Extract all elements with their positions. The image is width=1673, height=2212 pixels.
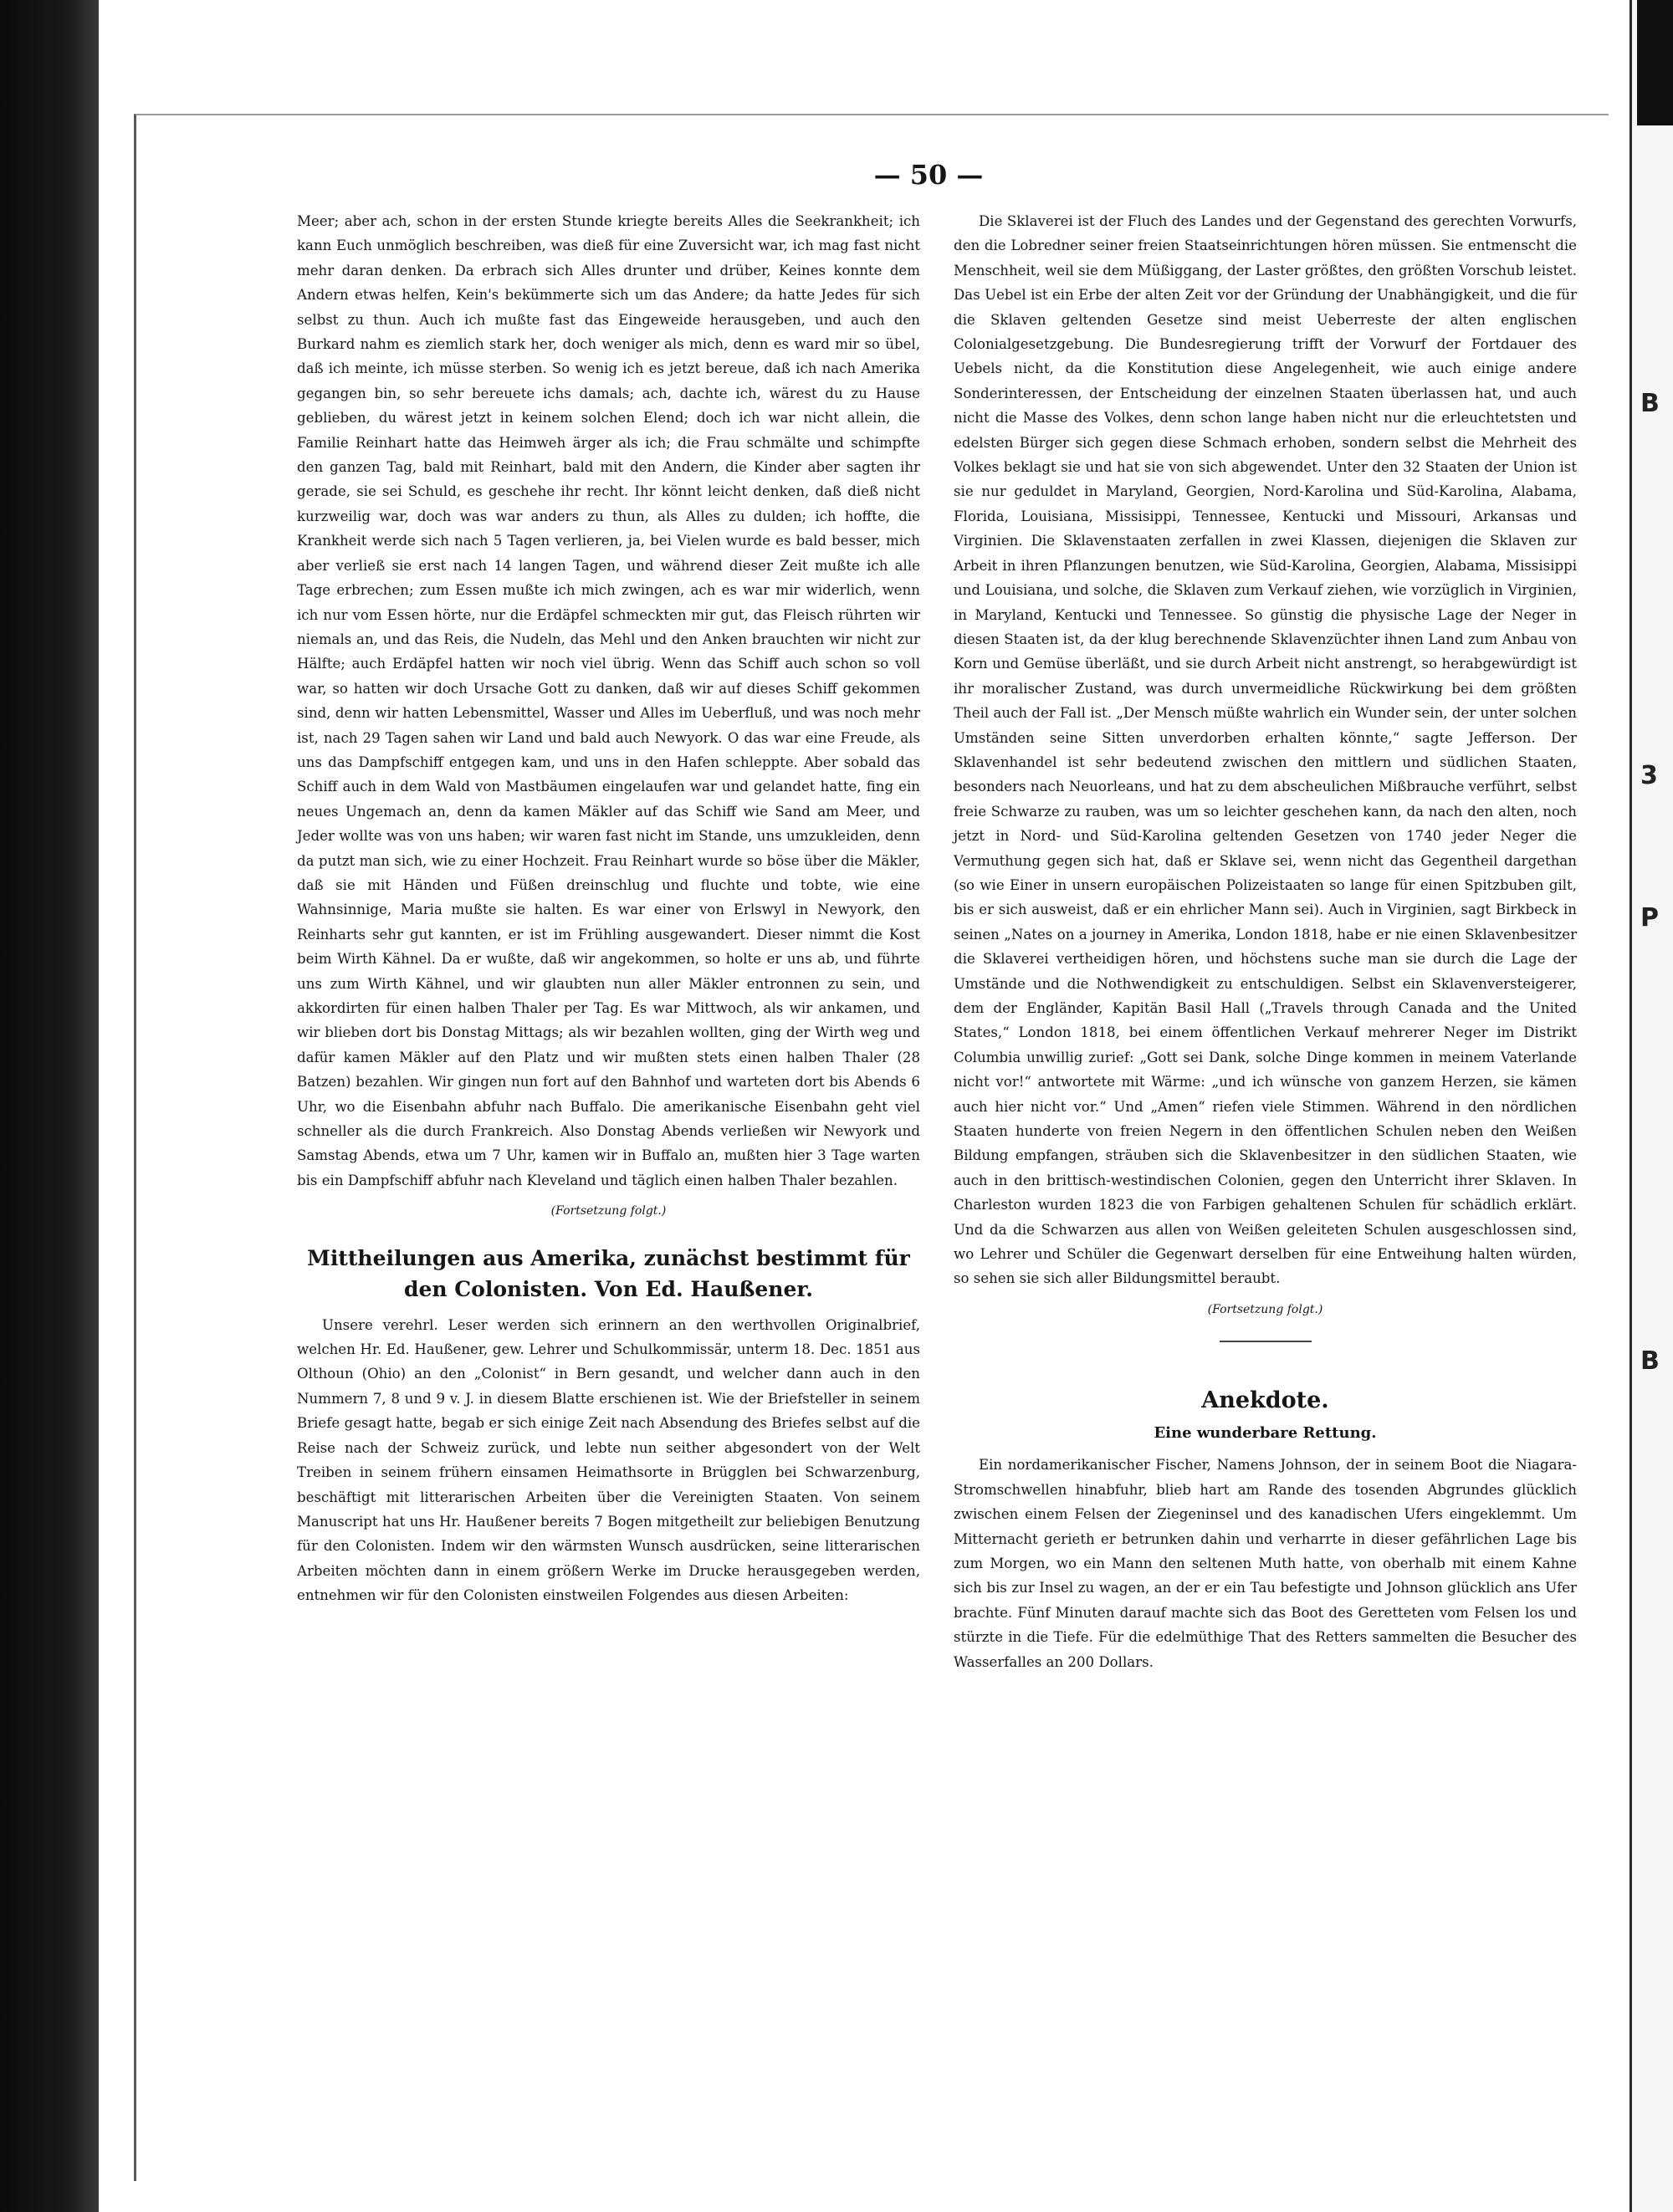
fragment-letter: 3 — [1640, 761, 1658, 790]
anecdote-subheading: Eine wunderbare Rettung. — [1154, 1424, 1377, 1443]
section-divider — [1220, 1341, 1312, 1342]
page-number: — 50 — — [873, 159, 984, 191]
slavery-paragraph: Die Sklaverei ist der Fluch des Landes und der Gegenstand des gerechten Vorwurfs, den die Lobredner seiner freien Staatseinrichtungen hören müssen. Sie entmenscht die Menschheit, weil sie dem Müßiggang, der Laster größtes, den größten Vorschub leistet. Das Uebel ist ein Erbe der alten Zeit vor der Gründung der Unabhängigkeit, und die für die Sklaven geltenden Gesetze sind meist Ueberreste der alten englischen Colonialgesetzgebung. Die Bundesregierung trifft der Vorwurf der Fortdauer des Uebels nicht, da die Konstitution diese Angelegenheit, wie auch einige andere Sonderinteressen, der Entscheidung der einzelnen Staaten überlassen hat, und auch nicht die Masse des Volkes, denn schon lange haben nicht nur die erleuchtetsten und edelsten Bürger sich gegen diese Schmach erhoben, sondern selbst die Mehrheit des Volkes beklagt sie und hat sie von sich abgewendet. Unter den 32 Staaten der Union ist sie nur geduldet in Maryland, Georgien, Nord-Karolina und Süd-Karolina, Alabama, Florida, Louisiana, Missisippi, Tennessee, Kentucki und Missouri, Arkansas und Virginien. Die Sklavenstaaten zerfallen in zwei Klassen, diejenigen die Sklaven zur Arbeit in ihren Pflanzungen benutzen, wie Süd-Karolina, Georgien, Alabama, Missisippi und Louisiana, und solche, die Sklaven zum Verkauf ziehen, wie vorzüglich in Virginien, in Maryland, Kentucki und Tennessee. So günstig die physische Lage der Neger in diesen Staaten ist, da der klug berechnende Sklavenzüchter ihnen Land zum Anbau von Korn und Gemüse überläßt, und sie durch Arbeit nicht anstrengt, so herabgewürdigt ist ihr moralischer Zustand, was durch unvermeidliche Rückwirkung bei dem größten Theil auch der Fall ist. „Der Mensch müßte wahrlich ein Wunder sein, der unter solchen Umständen seine Sitten unverdorben erhalten könnte,“ sagte Jefferson. Der Sklavenhandel ist sehr bedeutend zwischen den mittlern und südlichen Staaten, besonders nach Neuorleans, und hat zu dem abscheulichen Mißbrauche verführt, selbst freie Schwarze zu rauben, was um so leichter geschehen kann, da nach den alten, noch jetzt in Nord- und Süd-Karolina geltenden Gesetzen von 1740 jeder Neger die Vermuthung gegen sich hat, daß er Sklave sei, wenn nicht das Gegentheil dargethan (so wie Einer in unsern europäischen Polizeistaaten so lange für einen Spitzbuben gilt, bis er sich ausweist, daß er ein ehrlicher Mann sei). Auch in Virginien, sagt Birkbeck in seinen „Nates on a journey in Amerika, London 1818, habe er nie einen Sklavenbesitzer die Sklaverei vertheidigen hören, und höchstens suche man sie durch die Lage der Umstände und die Nothwendigkeit zu entschuldigen. Selbst ein Sklavenversteigerer, dem der Engländer, Kapitän Basil Hall („Travels through Canada and the United States,“ London 1818, bei einem öffentlichen Verkauf mehrerer Neger im Distrikt Columbia unwillig zurief: „Gott sei Dank, solche Dinge kommen in meinem Vaterlande nicht vor!“ antwortete mit Wärme: „und ich wünsche von ganzem Herzen, sie kämen auch hier nicht vor.“ Und „Amen“ riefen viele Stimmen. Während in den nördlichen Staaten hunderte von freien Negern in den öffentlichen Schulen neben den Weißen Bildung empfangen, sträuben sich die Sklavenbesitzer in den südlichen Staaten, wie auch in den brittisch-westindischen Colonien, gegen den Unterricht ihrer Sklaven. In Charleston wurden 1823 die von Farbigen gehaltenen Schulen für schädlich erklärt. Und da die Schwarzen aus allen von Weißen geleiteten Schulen ausgeschlossen sind, wo Lehrer und Schüler die Gegenwart derselben für eine Entweihung halten würden, so sehen sie sich aller Bildungsmittel beraubt. — [954, 213, 1577, 1287]
article-paragraph: Unsere verehrl. Leser werden sich erinnern an den werthvollen Originalbrief, welchen Hr. Ed. Haußener, gew. Lehrer und Schulkommissär, unterm 18. Dec. 1851 aus Olthoun (Ohio) an den „Colonist“ in Bern gesandt, und welcher dann auch in den Nummern 7, 8 und 9 v. J. in diesem Blatte erschienen ist. Wie der Briefsteller in seinem Briefe gesagt hatte, begab er sich einige Zeit nach Absendung des Briefes selbst auf die Reise nach der Schweiz zurück, und lebte nun seither abgesondert von der Welt Treiben in seinem frühern einsamen Heimathsorte in Brügglen bei Schwarzenburg, beschäftigt mit litterarischen Arbeiten über die Vereinigten Staaten. Von seinem Manuscript hat uns Hr. Haußener bereits 7 Bogen mitgetheilt zur beliebigen Benutzung für den Colonisten. Indem wir den wärmsten Wunsch ausdrücken, seine litterarischen Arbeiten möchten dann in einem größern Werke im Drucke herausgegeben werden, entnehmen wir für den Colonisten einstweilen Folgendes aus diesen Arbeiten: — [297, 1316, 920, 1604]
story-paragraph: Meer; aber ach, schon in der ersten Stunde kriegte bereits Alles die Seekrankheit; ich kann Euch unmöglich beschreiben, was dieß für eine Zuversicht war, ich mag fast nicht mehr daran denken. Da erbrach sich Alles drunter und drüber, Keines konnte dem Andern etwas helfen, Kein's bekümmerte sich um das Andere; da hatte Jedes für sich selbst zu thun. Auch ich mußte fast das Eingeweide herausgeben, und auch den Burkard nahm es ziemlich stark her, doch weniger als mich, denn es ward mir so übel, daß ich meinte, ich müsse sterben. So wenig ich es jetzt bereue, daß ich nach Amerika gegangen bin, so sehr bereuete ichs damals; ach, dachte ich, wärest du zu Hause geblieben, du wärest jetzt in keinem solchen Elend; doch ich war nicht allein, die Familie Reinhart hatte das Heimweh ärger als ich; die Frau schmälte und schimpfte den ganzen Tag, bald mit Reinhart, bald mit den Andern, die Kinder aber sagten ihr gerade, sie sei Schuld, es geschehe ihr recht. Ihr könnt leicht denken, daß dieß nicht kurzweilig war, doch was war anders zu thun, als Alles zu dulden; ich hoffte, die Krankheit werde sich nach 5 Tagen verlieren, ja, bei Vielen wurde es bald besser, mich aber verließ sie erst nach 14 langen Tagen, und während dieser Zeit mußte ich alle Tage erbrechen; zum Essen mußte ich mich zwingen, ach es war mir widerlich, wenn ich nur vom Essen hörte, nur die Erdäpfel schmeckten mir gut, das Fleisch rührten wir niemals an, und das Reis, die Nudeln, das Mehl und den Anken brauchten wir nicht zur Hälfte; auch Erdäpfel hatten wir noch viel übrig. Wenn das Schiff auch schon so voll war, so hatten wir doch Ursache Gott zu danken, daß wir auf dieses Schiff gekommen sind, denn wir hatten Lebensmittel, Wasser und Alles im Ueberfluß, und was noch mehr ist, nach 29 Tagen sahen wir Land und bald auch Newyork. O das war eine Freude, als uns das Dampfschiff entgegen kam, und uns in den Hafen schleppte. Aber sobald das Schiff auch in dem Wald von Mastbäumen eingelaufen war und gelandet hatte, fing ein neues Ungemach an, denn da kamen Mäkler auf das Schiff wie Sand am Meer, und Jeder wollte was von uns haben; wir waren fast nicht im Stande, uns umzukleiden, denn da putzt man sich, wie zu einer Hochzeit. Frau Reinhart wurde so böse über die Mäkler, daß sie mit Händen und Füßen dreinschlug und fluchte und tobte, wie eine Wahnsinnige, Maria mußte sie halten. Es war einer von Erlswyl in Newyork, den Reinharts sehr gut kannten, er ist im Frühling ausgewandert. Dieser nimmt die Kost beim Wirth Kähnel. Da er wußte, daß wir angekommen, so holte er uns ab, und führte uns zum Wirth Kähnel, und wir glaubten nun aller Mäkler entronnen zu sein, und akkordirten für einen halben Thaler per Tag. Es war Mittwoch, als wir ankamen, und wir blieben dort bis Donstag Mittags; als wir bezahlen wollten, ging der Wirth weg und dafür kamen Mäkler auf den Platz und wir mußten stets einen halben Thaler (28 Batzen) bezahlen. Wir gingen nun fort auf den Bahnhof und warteten dort bis Abends 6 Uhr, wo die Eisenbahn abfuhr nach Buffalo. Die amerikanische Eisenbahn geht viel schneller als die durch Frankreich. Also Donstag Abends verließen wir Newyork und Samstag Abends, etwa um 7 Uhr, kamen wir in Buffalo an, mußten hier 3 Tage warten bis ein Dampfschiff abfuhr nach Kleveland und täglich einen halben Thaler bezahlen. — [297, 213, 920, 1188]
continuation-note: (Fortsetzung folgt.) — [550, 1204, 667, 1218]
fragment-letter: P — [1640, 903, 1659, 932]
adjacent-page-fragment — [1630, 0, 1673, 2212]
continuation-note: (Fortsetzung folgt.) — [1207, 1302, 1323, 1316]
scan-shadow-band — [0, 0, 99, 2212]
right-column — [954, 209, 1577, 1674]
anecdote-heading: Anekdote. — [1201, 1387, 1329, 1414]
fragment-letter: B — [1640, 1346, 1660, 1376]
left-column — [297, 209, 920, 1608]
page-edge-tab — [1637, 0, 1673, 125]
anecdote-paragraph: Ein nordamerikanischer Fischer, Namens Johnson, der in seinem Boot die Niagara-Stromschwellen hinabfuhr, blieb hart am Rande des tosenden Abgrundes glücklich zwischen einem Felsen der Ziegeninsel und des kanadischen Ufers eingeklemmt. Um Mitternacht gerieth er betrunken dahin und verharrte in dieser gefährlichen Lage bis zum Morgen, wo ein Mann den seltenen Muth hatte, von oberhalb mit einem Kahne sich bis zur Insel zu wagen, an der er ein Tau befestigte und Johnson glücklich ans Ufer brachte. Fünf Minuten darauf machte sich das Boot des Geretteten vom Felsen los und stürzte in die Tiefe. Für die edelmüthige That des Retters sammelten die Besucher des Wasserfalles an 200 Dollars. — [954, 1457, 1577, 1670]
article-heading: Mittheilungen aus Amerika, zunächst bestimmt für den Colonisten. Von Ed. Haußener. — [307, 1245, 910, 1301]
fragment-letter: B — [1640, 389, 1660, 418]
